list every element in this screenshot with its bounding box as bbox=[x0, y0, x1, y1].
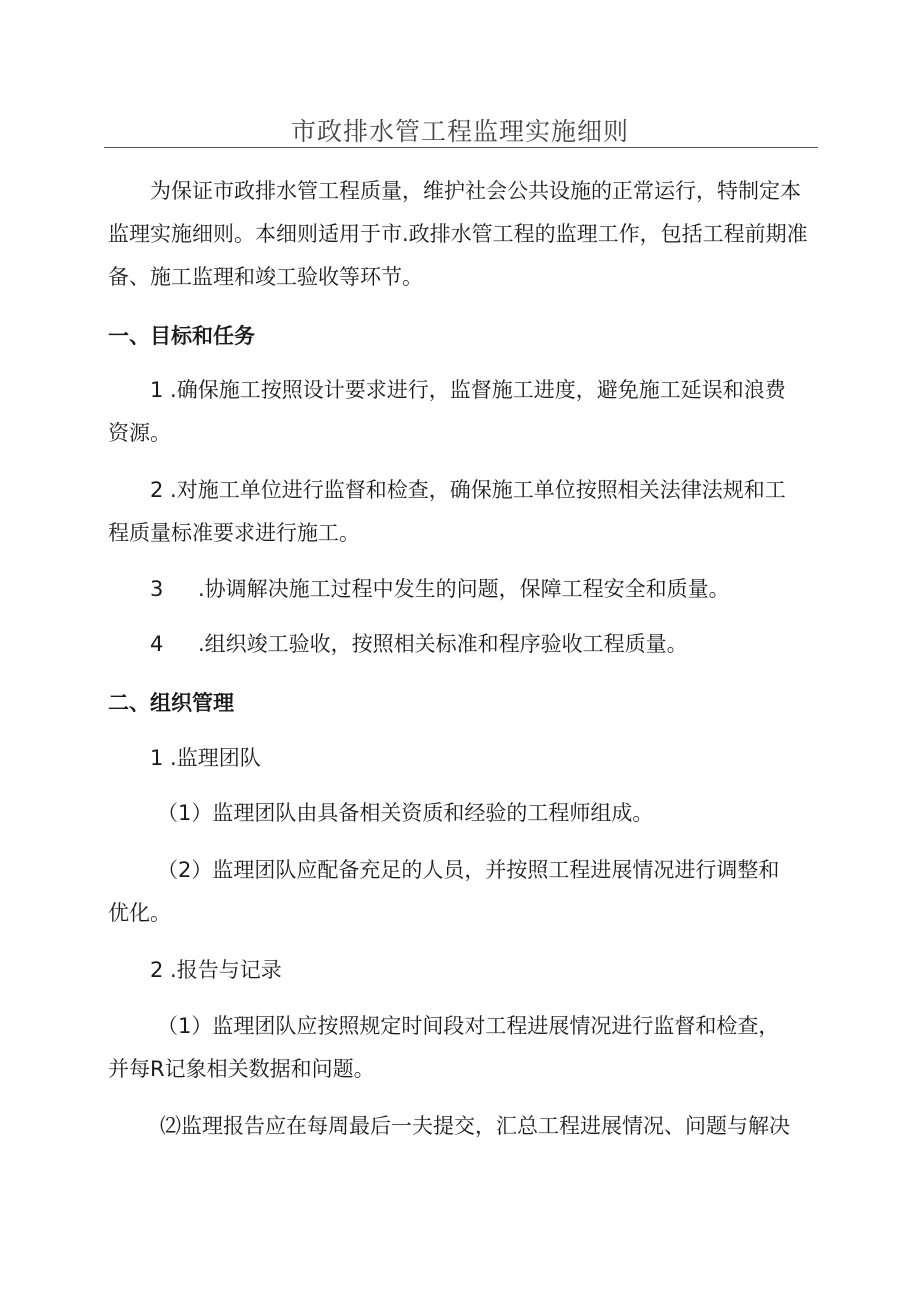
org-sub-2-title: 2 .报告与记录 bbox=[150, 958, 282, 982]
section-heading-organization: 二、组织管理 bbox=[108, 691, 234, 715]
goal-item-4-number: 4 bbox=[150, 632, 164, 656]
org-sub-2-item-1-line-1: （1）监理团队应按照规定时间段对工程进展情况进行监督和检查， bbox=[157, 1014, 780, 1038]
goal-item-3-number: 3 bbox=[150, 577, 164, 601]
org-sub-2-item-1-line-2: 并每R记象相关数据和问题。 bbox=[108, 1057, 375, 1081]
goal-item-2-line-2: 程质量标准要求进行施工。 bbox=[108, 521, 360, 545]
org-sub-1-title: 1 .监理团队 bbox=[150, 746, 261, 770]
section-heading-goals: 一、目标和任务 bbox=[108, 324, 255, 348]
goal-item-1-line-1: 1 .确保施工按照设计要求进行，监督施工进度，避免施工延误和浪费 bbox=[150, 378, 786, 402]
org-sub-1-item-2-line-2: 优化。 bbox=[108, 901, 171, 925]
goal-item-3-text: .协调解决施工过程中发生的问题，保障工程安全和质量。 bbox=[198, 577, 730, 601]
title-underline bbox=[104, 147, 818, 148]
intro-paragraph: 为保证市政排水管工程质量，维护社会公共设施的正常运行，特制定本监理实施细则。本细则适用于市.政排水管工程的监理工作，包括工程前期准备、施工监理和竣工验收等环节。 bbox=[108, 179, 808, 289]
document-title: 市政排水管工程监理实施细则 bbox=[290, 117, 629, 146]
org-sub-1-item-2-line-1: （2）监理团队应配备充足的人员，并按照工程进展情况进行调整和 bbox=[157, 858, 780, 882]
goal-item-3 bbox=[150, 574, 730, 604]
goal-item-4-text: .组织竣工验收，按照相关标准和程序验收工程质量。 bbox=[198, 632, 688, 656]
goal-item-2-line-1: 2 .对施工单位进行监督和检查，确保施工单位按照相关法律法规和工 bbox=[150, 478, 786, 502]
org-sub-1-item-1: （1）监理团队由具备相关资质和经验的工程师组成。 bbox=[157, 801, 654, 825]
org-sub-2-item-2-line-1: ⑵监理报告应在每周最后一夫提交，汇总工程进展情况、问题与解决 bbox=[160, 1114, 790, 1138]
goal-item-4 bbox=[150, 629, 688, 659]
goal-item-1-line-2: 资源。 bbox=[108, 421, 171, 445]
